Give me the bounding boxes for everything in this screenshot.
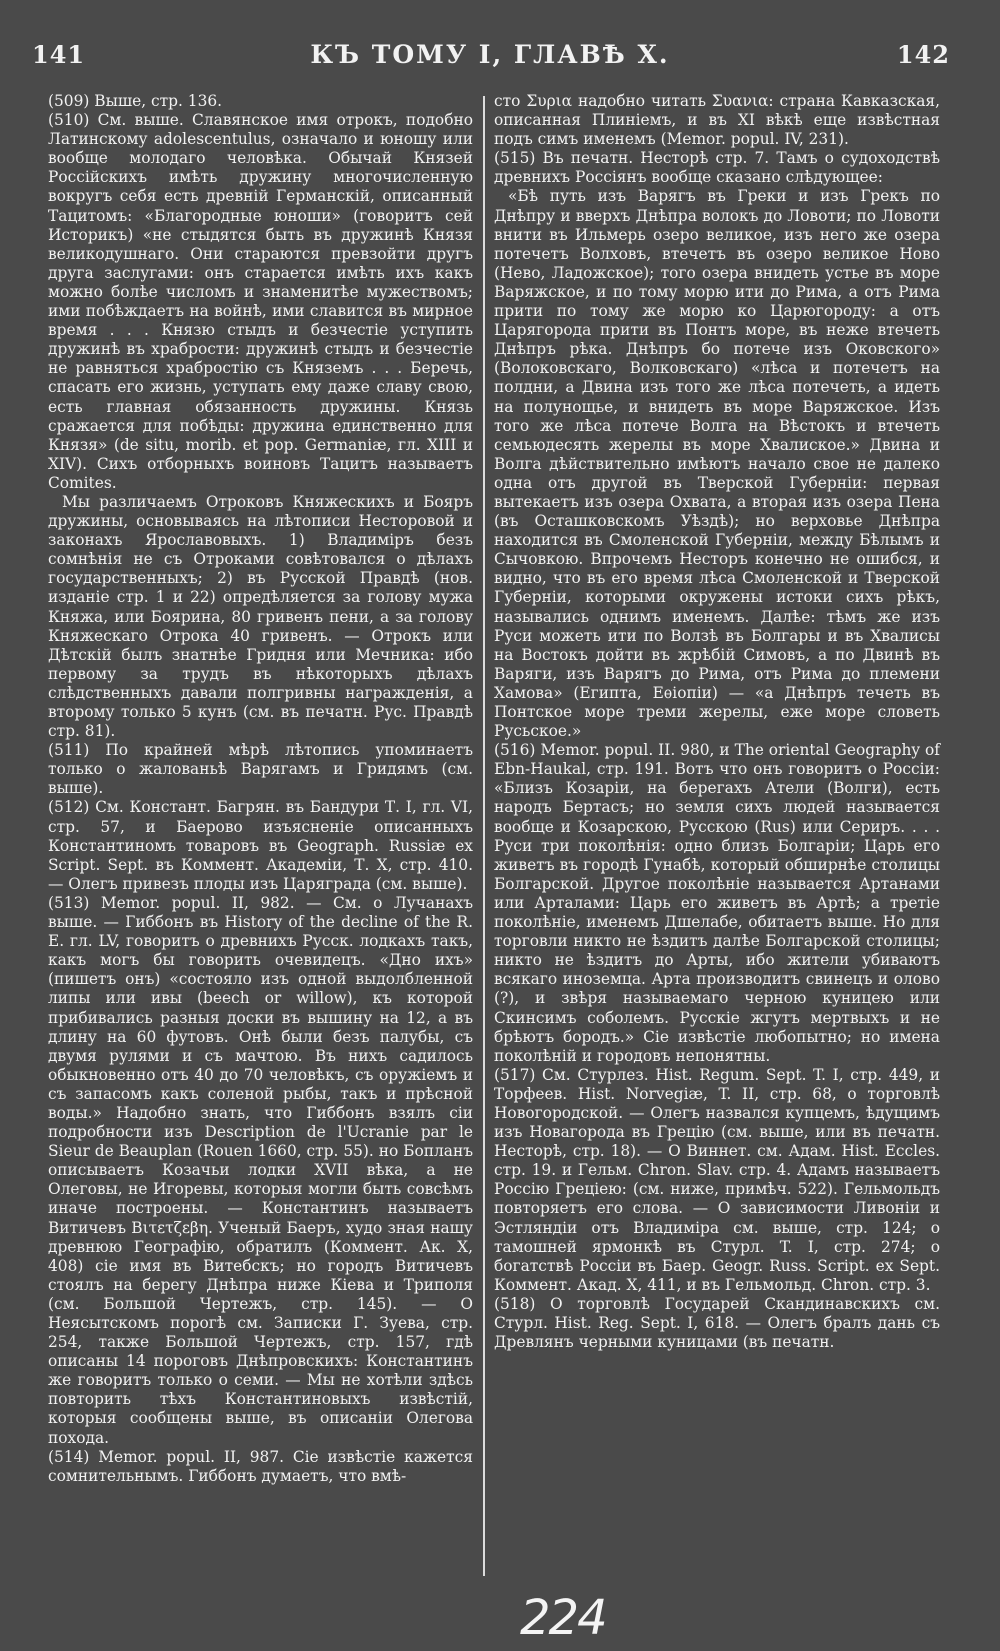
right-column <box>494 92 940 1352</box>
note-513: (513) Memor. popul. II, 982. — См. о Лучанахъ выше. — Гиббонъ въ History of the decline of the R. E. гл. LV, говоритъ о древнихъ Русск. лодкахъ такъ, какъ могъ бы говорить очевидецъ. «Дно ихъ» (пишетъ онъ) «состояло изъ одной выдолбленной липы или ивы (beech or willow), къ которой прибивались разныя доски въ вышину на 12, а въ длину на 60 футовъ. Онѣ были безъ палубы, съ двумя рулями и съ мачтою. Въ нихъ садилось обыкновенно отъ 40 до 70 человѣкъ, съ оружіемъ и съ запасомъ какъ соленой рыбы, такъ и прѣсной воды.» Надобно знать, что Гиббонъ взялъ сіи подробности изъ Description de l'Ucranie par le Sieur de Beauplan (Rouen 1660, стр. 55). но Бопланъ описываетъ Козачьи лодки XVII вѣка, а не Олеговы, не Игоревы, которыя могли быть совсѣмъ иначе построены. — Константинъ называетъ Витичевъ Βιτετζεβη. Ученый Баеръ, худо зная нашу древнюю Географію, обратилъ (Коммент. Ак. X, 408) сіе имя въ Витебскъ; но городъ Витичевъ стоялъ на берегу Днѣпра ниже Кіева и Триполя (см. Большой Чертежъ, стр. 145). — О Неясытскомъ порогѣ см. Записки Г. Зуева, стр. 254, также Большой Чертежъ, стр. 157, гдѣ описаны 14 пороговъ Днѣпровскихъ: Константинъ же говоритъ только о семи. — Мы не хотѣли здѣсь повторить тѣхъ Константиновыхъ извѣстій, которыя сообщены выше, въ описаніи Олегова похода. <box>48 893 473 1447</box>
handwritten-folio-number: 224 <box>520 1590 606 1646</box>
note-514: (514) Memor. popul. II, 987. Сіе извѣстіе кажется сомнительнымъ. Гиббонъ думаетъ, что вмѣ- <box>48 1447 473 1485</box>
note-510-continued: Мы различаемъ Отроковъ Княжескихъ и Бояръ дружины, основываясь на лѣтописи Несторовой и законахъ Ярославовыхъ. 1) Владиміръ безъ сомнѣнія не съ Отроками совѣтовался о дѣлахъ государственныхъ; 2) въ Русской Правдѣ (нов. изданіе стр. 1 и 22) опредѣляется за голову мужа Княжа, или Боярина, 80 гривенъ пени, а за голову Княжескаго Отрока 40 гривенъ. — Отрокъ или Дѣтскій былъ знатнѣе Гридня или Мечника: ибо первому за трудъ въ нѣкоторыхъ дѣлахъ слѣдственныхъ давали полгривны награжденія, а второму только 5 кунъ (см. въ печатн. Рус. Правдѣ стр. 81). <box>48 492 473 741</box>
note-510: (510) См. выше. Славянское имя отрокъ, подобно Латинскому adolescentulus, означало и юношу или вообще молодаго человѣка. Обычай Князей Россійскихъ имѣть дружину многочисленную вокругъ себя есть древній Германскій, описанный Тацитомъ: «Благородные юноши» (говоритъ сей Историкъ) «не стыдятся быть въ дружинѣ Князя великодушнаго. Они стараются превзойти другъ друга заслугами: онъ старается имѣть ихъ какъ можно болѣе числомъ и знаменитѣе мужествомъ; ими побѣждаетъ на войнѣ, ими славится въ мирное время . . . Князю стыдъ и безчестіе уступить дружинѣ въ храбрости: дружинѣ стыдъ и безчестіе не равняться храбростію съ Княземъ . . . Беречь, спасать его жизнь, уступать ему даже славу свою, есть главная обязанность дружины. Князь сражается для побѣды: дружина единственно для Князя» (de situ, morib. et pop. Germaniæ, гл. XIII и XIV). Сихъ отборныхъ воиновъ Тацитъ называетъ Comites. <box>48 111 473 492</box>
page-header <box>30 40 950 80</box>
column-divider <box>483 96 485 1576</box>
note-518: (518) О торговлѣ Государей Скандинавскихъ см. Стурл. Hist. Reg. Sept. I, 618. — Олегъ бралъ дань съ Древлянъ черными куницами (въ печатн. <box>494 1294 940 1352</box>
note-517: (517) См. Стурлез. Hist. Regum. Sept. T. I, стр. 449, и Торфеев. Hist. Norvegiæ, T. II, стр. 68, о торговлѣ Новогородской. — Олегъ назвался купцемъ, ѣдущимъ изъ Новагорода въ Грецію (см. выше, или въ печатн. Несторѣ, стр. 18). — О Виннет. см. Адам. Hist. Eccles. стр. 19. и Гельм. Chron. Slav. стр. 4. Адамъ называетъ Россію Греціею: (см. ниже, примѣч. 522). Гельмольдъ повторяетъ его слова. — О зависимости Ливоніи и Эстляндіи отъ Владиміра см. выше, стр. 124; о тамошней ярмонкѣ въ Стурл. T. I, стр. 274; о богатствѣ Россіи въ Баер. Geogr. Russ. Script. ex Sept. Коммент. Акад. X, 411, и въ Гельмольд. Chron. стр. 3. <box>494 1065 940 1294</box>
note-514-continued: сто Συρια надобно читать Συανια: страна Кавказская, описанная Плиніемъ, и въ XI вѣкѣ еще извѣстная подъ симъ именемъ (Memor. popul. IV, 231). <box>494 92 940 149</box>
left-column <box>48 92 473 1486</box>
left-page-number: 141 <box>32 40 86 69</box>
note-515-quote: «Бѣ путь изъ Варягъ въ Греки и изъ Грекъ по Днѣпру и вверхъ Днѣпра волокъ до Ловоти; по Ловоти внити въ Ильмерь озеро великое, изъ него же озера потечетъ Волховъ, втечетъ въ озеро великое Ново (Нево, Ладожское); того озера внидеть устье въ море Варяжское, и по тому морю ити до Рима, а отъ Рима прити по тому же морю ко Царюгороду: а отъ Царягорода прити въ Понтъ море, въ неже втечеть Днѣпръ рѣка. Днѣпръ бо потече изъ Оковского» (Волоковскаго, Волковскаго) «лѣса и потечетъ на полдни, а Двина изъ того же лѣса потечеть, а идеть на полунощье, и внидеть въ море Варяжское. Изъ того же лѣса потече Волга на Вѣстокъ и втечеть семьюдесять жерелы въ море Хвалиское.» Двина и Волга дѣйствительно имѣютъ начало свое не далеко одна отъ другой въ Тверской Губерніи: первая вытекаетъ изъ озера Охвата, а вторая изъ озера Пена (въ Осташковскомъ Уѣздѣ); но верховье Днѣпра находится въ Смоленской Губерніи, между Бѣлымъ и Сычовкою. Впрочемъ Несторъ конечно не ошибся, и видно, что въ его время лѣса Смоленской и Тверской Губерніи, которыми окружены истоки сихъ рѣкъ, назывались однимъ именемъ. Далѣе: тѣмъ же изъ Руси можеть ити по Волзѣ въ Болгары и въ Хвалисы на Востокъ дойти въ жрѣбій Симовъ, а по Двинѣ въ Варяги, изъ Варягъ до Рима, отъ Рима до племени Хамова» (Египта, Еѳіопіи) — «а Днѣпръ течеть въ Понтское море треми жерелы, еже море словеть Русьское.» <box>494 187 940 741</box>
running-title: КЪ ТОМУ I, ГЛАВѢ X. <box>310 40 670 69</box>
right-page-number: 142 <box>896 40 950 69</box>
note-509: (509) Выше, стр. 136. <box>48 92 223 110</box>
note-512: (512) См. Констант. Багрян. въ Бандури Т. I, гл. VI, стр. 57, и Баерово изъясненіе описанныхъ Константиномъ товаровъ въ Geograph. Russiæ ex Script. Sept. въ Коммент. Академіи, Т. X, стр. 410. — Олегъ привезъ плоды изъ Царяграда (см. выше). <box>48 798 473 893</box>
note-515: (515) Въ печатн. Несторѣ стр. 7. Тамъ о судоходствѣ древнихъ Россіянъ вообще сказано слѣдующее: <box>494 149 940 187</box>
note-516: (516) Memor. popul. II. 980, и The oriental Geography of Ebn-Haukal, стр. 191. Вотъ что онъ говоритъ о Россіи: «Близъ Козаріи, на берегахъ Атели (Волги), есть народъ Бертасъ; но земля сихъ людей называется вообще и Козарскою, Русскою (Rus) или Сериръ. . . . Руси три поколѣнія: одно близъ Болгаріи; Царь его живетъ въ городѣ Гунабѣ, который обширнѣе столицы Болгарской. Другое поколѣніе называется Артанами или Арталами: Царь его живетъ въ Артѣ; а третіе поколѣніе, именемъ Дшелабе, обитаетъ выше. Но для торговли никто не ѣздитъ далѣе Болгарской столицы; никто не ѣздитъ до Арты, ибо жители убиваютъ всякаго иноземца. Арта производитъ свинецъ и олово (?), и звѣря называемаго черною куницею или Скинсимъ соболемъ. Русскіе жгутъ мертвыхъ и не брѣютъ бородъ.» Сіе извѣстіе любопытно; но имена поколѣній и городовъ непонятны. <box>494 741 940 1065</box>
note-511: (511) По крайней мѣрѣ лѣтопись упоминаетъ только о жалованьѣ Варягамъ и Гридямъ (см. выше). <box>48 741 473 798</box>
